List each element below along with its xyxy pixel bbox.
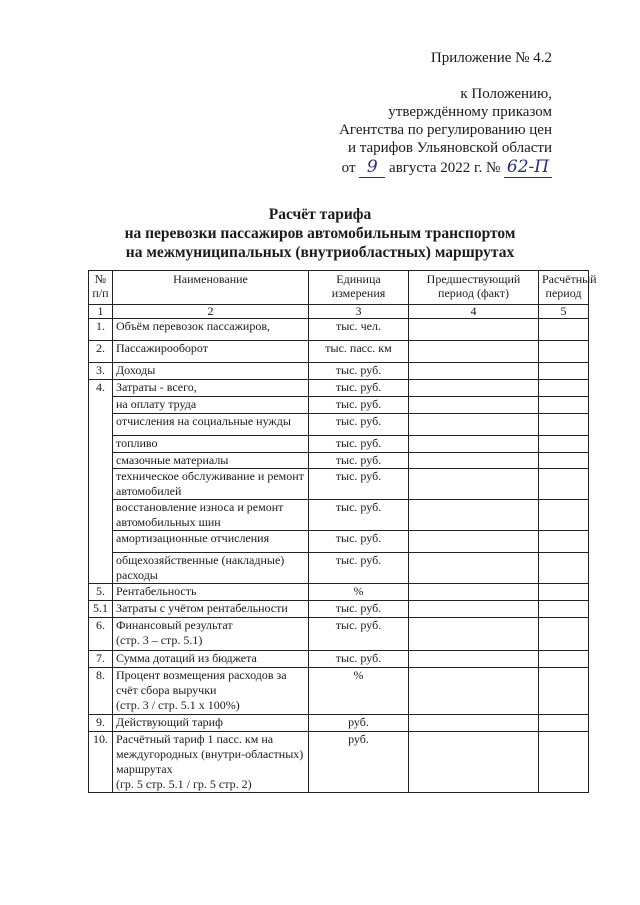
row-name: Объём перевозок пассажиров, (113, 319, 309, 341)
row-prev-value (409, 363, 539, 380)
row-name: Процент возмещения расходов за счёт сбора выручки (стр. 3 / стр. 5.1 х 100%) (113, 668, 309, 715)
table-row (89, 584, 589, 601)
row-unit: % (309, 668, 409, 715)
row-unit: тыс. пасс. км (309, 341, 409, 363)
row-calc-value (539, 397, 589, 414)
row-name: восстановление износа и ремонт автомобильных шин (113, 500, 309, 531)
table-row (89, 319, 589, 341)
header-calc (539, 271, 597, 305)
row-name: Расчётный тариф 1 пасс. км на междугородных (внутри-областных) маршрутах (гр. 5 стр. 5.1 / гр. 5 стр. 2) (113, 732, 309, 793)
row-prev-value (409, 531, 539, 553)
row-prev-value (409, 500, 539, 531)
row-unit: руб. (309, 732, 409, 793)
row-prev-value (409, 618, 539, 651)
row-number (89, 397, 113, 414)
row-prev-value (409, 453, 539, 469)
table-row (89, 732, 589, 793)
row-unit: тыс. руб. (309, 500, 409, 531)
row-number: 4. (89, 380, 113, 397)
row-calc-value (539, 500, 589, 531)
appendix-line-3: Агентства по регулированию цен (339, 122, 552, 138)
row-name: Доходы (113, 363, 309, 380)
row-calc-value (539, 380, 589, 397)
row-unit: тыс. руб. (309, 453, 409, 469)
header-prev (409, 271, 539, 305)
appendix-date-line (342, 157, 552, 178)
row-unit: тыс. чел. (309, 319, 409, 341)
table-row (89, 397, 589, 414)
table-row (89, 668, 589, 715)
row-name: Пассажирооборот (113, 341, 309, 363)
row-unit: тыс. руб. (309, 397, 409, 414)
row-prev-value (409, 397, 539, 414)
row-prev-value (409, 732, 539, 793)
col-index: 5 (539, 305, 589, 319)
row-calc-value (539, 531, 589, 553)
row-prev-value (409, 436, 539, 453)
row-prev-value (409, 715, 539, 732)
row-unit: тыс. руб. (309, 363, 409, 380)
row-name: общехозяйственные (накладные) расходы (113, 553, 309, 584)
header-unit (309, 271, 409, 305)
row-name: отчисления на социальные нужды (113, 414, 309, 436)
row-calc-value (539, 319, 589, 341)
table-row (89, 436, 589, 453)
row-number: 10. (89, 732, 113, 793)
row-calc-value (539, 453, 589, 469)
date-prefix: от (341, 160, 356, 176)
row-name: Затраты с учётом рентабельности (113, 601, 309, 618)
row-number: 6. (89, 618, 113, 651)
row-name: топливо (113, 436, 309, 453)
table-row (89, 453, 589, 469)
row-prev-value (409, 319, 539, 341)
row-prev-value (409, 380, 539, 397)
date-rest: августа 2022 г. № (389, 160, 501, 176)
row-name: на оплату труда (113, 397, 309, 414)
row-unit: тыс. руб. (309, 651, 409, 668)
row-calc-value (539, 732, 589, 793)
row-prev-value (409, 668, 539, 715)
row-name: Рентабельность (113, 584, 309, 601)
column-index-row (89, 305, 589, 319)
row-calc-value (539, 584, 589, 601)
row-prev-value (409, 651, 539, 668)
table-row (89, 715, 589, 732)
row-unit: тыс. руб. (309, 601, 409, 618)
row-unit: тыс. руб. (309, 618, 409, 651)
row-unit: тыс. руб. (309, 436, 409, 453)
row-name: техническое обслуживание и ремонт автомобилей (113, 469, 309, 500)
row-calc-value (539, 601, 589, 618)
doc-title-line-2: на перевозки пассажиров автомобильным транспортом (124, 225, 516, 242)
row-prev-value (409, 341, 539, 363)
row-name: Действующий тариф (113, 715, 309, 732)
table-row (89, 651, 589, 668)
row-calc-value (539, 553, 589, 584)
doc-number-field (504, 157, 552, 178)
row-name: Финансовый результат (стр. 3 – стр. 5.1) (113, 618, 309, 651)
table-row (89, 531, 589, 553)
appendix-title: Приложение № 4.2 (430, 50, 552, 66)
row-calc-value (539, 414, 589, 436)
table-header-row (89, 271, 589, 305)
row-number: 1. (89, 319, 113, 341)
row-prev-value (409, 584, 539, 601)
header-name: Наименование (113, 271, 309, 305)
header-num (89, 271, 113, 305)
header-calc-text: Расчётный период (542, 272, 597, 300)
row-calc-value (539, 618, 589, 651)
row-number (89, 553, 113, 584)
row-prev-value (409, 469, 539, 500)
row-number (89, 500, 113, 531)
table-row (89, 341, 589, 363)
table-row (89, 469, 589, 500)
row-calc-value (539, 436, 589, 453)
table-row (89, 553, 589, 584)
table-row (89, 380, 589, 397)
header-prev-text: Предшествующий период (факт) (426, 272, 521, 300)
row-number: 7. (89, 651, 113, 668)
table-row (89, 363, 589, 380)
col-index: 3 (309, 305, 409, 319)
tariff-table (88, 270, 597, 793)
row-unit: тыс. руб. (309, 380, 409, 397)
row-name: амортизационные отчисления (113, 531, 309, 553)
row-unit: % (309, 584, 409, 601)
row-calc-value (539, 668, 589, 715)
doc-title-line-3: на межмуниципальных (внутриобластных) маршрутах (125, 244, 515, 261)
row-unit: тыс. руб. (309, 531, 409, 553)
col-index: 1 (89, 305, 113, 319)
date-day-field (359, 157, 385, 178)
row-unit: тыс. руб. (309, 553, 409, 584)
row-prev-value (409, 601, 539, 618)
table-row (89, 414, 589, 436)
col-index: 2 (113, 305, 309, 319)
header-unit-text: Единица измерения (331, 272, 386, 300)
row-number: 3. (89, 363, 113, 380)
row-name: Затраты - всего, (113, 380, 309, 397)
row-number: 5. (89, 584, 113, 601)
row-calc-value (539, 363, 589, 380)
row-name: смазочные материалы (113, 453, 309, 469)
col-index: 4 (409, 305, 539, 319)
row-calc-value (539, 715, 589, 732)
header-num-text: № п/п (92, 272, 109, 300)
row-number (89, 414, 113, 436)
row-number: 9. (89, 715, 113, 732)
row-unit: руб. (309, 715, 409, 732)
row-number: 5.1 (89, 601, 113, 618)
appendix-line-2: утверждённому приказом (388, 104, 552, 120)
row-calc-value (539, 469, 589, 500)
doc-number: 62-П (506, 157, 550, 177)
row-prev-value (409, 553, 539, 584)
row-number: 8. (89, 668, 113, 715)
date-day: 9 (366, 157, 378, 177)
row-prev-value (409, 414, 539, 436)
table-row (89, 618, 589, 651)
appendix-line-4: и тарифов Ульяновской области (347, 140, 552, 156)
row-number (89, 453, 113, 469)
row-number (89, 531, 113, 553)
row-calc-value (539, 651, 589, 668)
appendix-line-1: к Положению, (460, 86, 552, 102)
doc-title-line-1: Расчёт тарифа (268, 206, 372, 223)
row-number (89, 436, 113, 453)
row-calc-value (539, 341, 589, 363)
row-number (89, 469, 113, 500)
table-row (89, 601, 589, 618)
table-row (89, 500, 589, 531)
row-number: 2. (89, 341, 113, 363)
row-unit: тыс. руб. (309, 414, 409, 436)
row-unit: тыс. руб. (309, 469, 409, 500)
row-name: Сумма дотаций из бюджета (113, 651, 309, 668)
